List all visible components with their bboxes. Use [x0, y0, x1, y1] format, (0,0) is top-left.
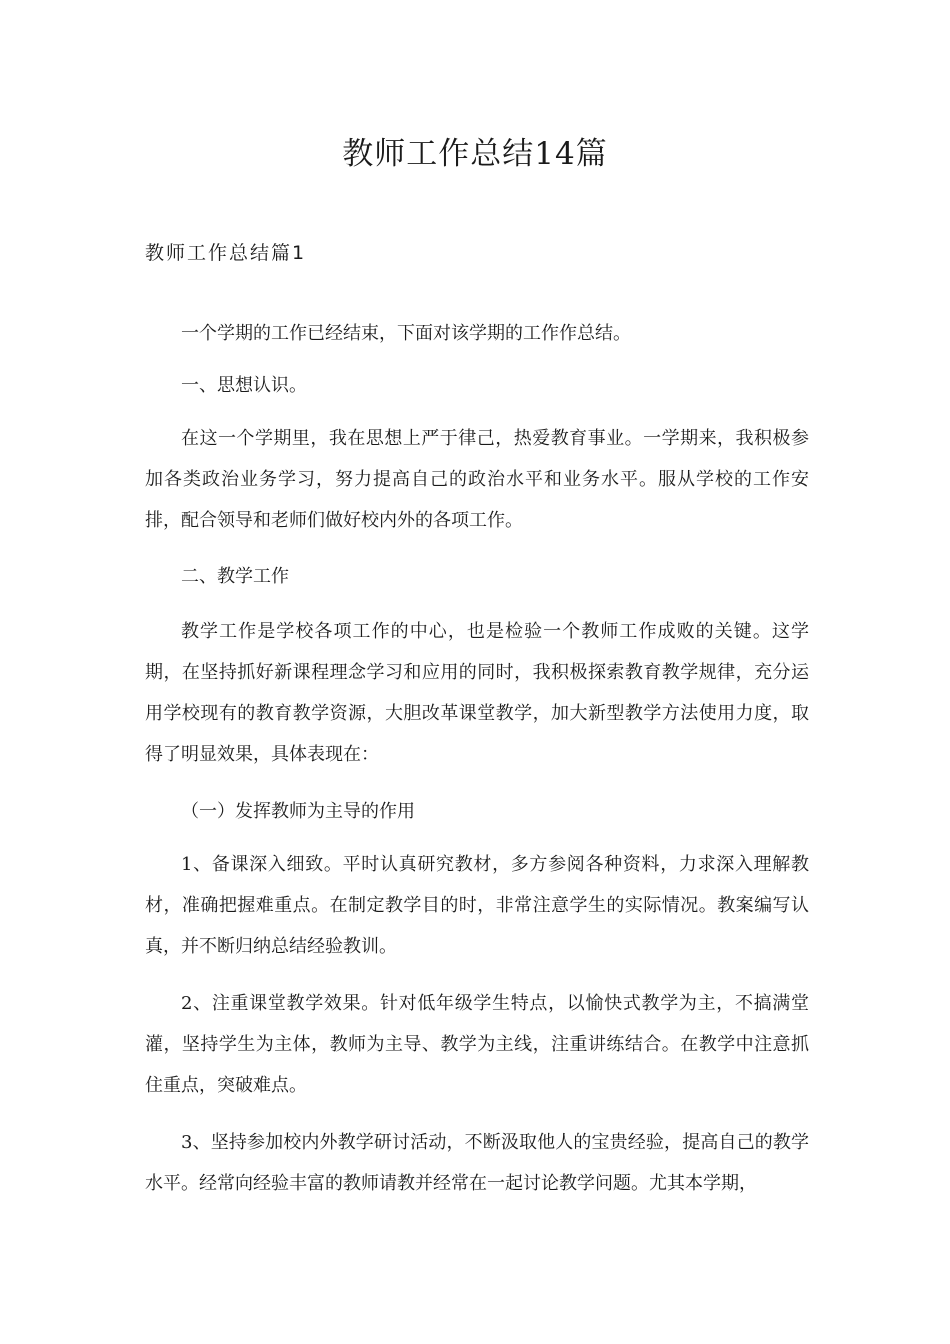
- paragraph-teaching-body: 教学工作是学校各项工作的中心，也是检验一个教师工作成败的关键。这学期，在坚持抓好新课程理念学习和应用的同时，我积极探索教育教学规律，充分运用学校现有的教育教学资源，大胆改革课堂教学，加大新型教学方法使用力度，取得了明显效果，具体表现在：: [145, 621, 809, 765]
- paragraph-intro: 一个学期的工作已经结束，下面对该学期的工作作总结。: [181, 323, 631, 344]
- section-heading: 教师工作总结篇1: [145, 242, 307, 264]
- paragraph-heading-thought: 一、思想认识。: [181, 375, 307, 396]
- document-title: 教师工作总结14篇: [342, 136, 608, 172]
- paragraph-thought-body: 在这一个学期里，我在思想上严于律己，热爱教育事业。一学期来，我积极参加各类政治业务学习，努力提高自己的政治水平和业务水平。服从学校的工作安排，配合领导和老师们做好校内外的各项工作。: [145, 428, 809, 531]
- paragraph-subheading-guiding-role: （一）发挥教师为主导的作用: [181, 801, 415, 822]
- paragraph-lesson-prep: 1、备课深入细致。平时认真研究教材，多方参阅各种资料，力求深入理解教材，准确把握难重点。在制定教学目的时，非常注意学生的实际情况。教案编写认真，并不断归纳总结经验教训。: [145, 854, 809, 957]
- paragraph-heading-teaching: 二、教学工作: [181, 566, 289, 587]
- paragraph-classroom-effect: 2、注重课堂教学效果。针对低年级学生特点，以愉快式教学为主，不搞满堂灌，坚持学生为主体，教师为主导、教学为主线，注重讲练结合。在教学中注意抓住重点，突破难点。: [145, 993, 809, 1096]
- paragraph-research-activities: 3、坚持参加校内外教学研讨活动，不断汲取他人的宝贵经验，提高自己的教学水平。经常向经验丰富的教师请教并经常在一起讨论教学问题。尤其本学期，: [145, 1132, 809, 1194]
